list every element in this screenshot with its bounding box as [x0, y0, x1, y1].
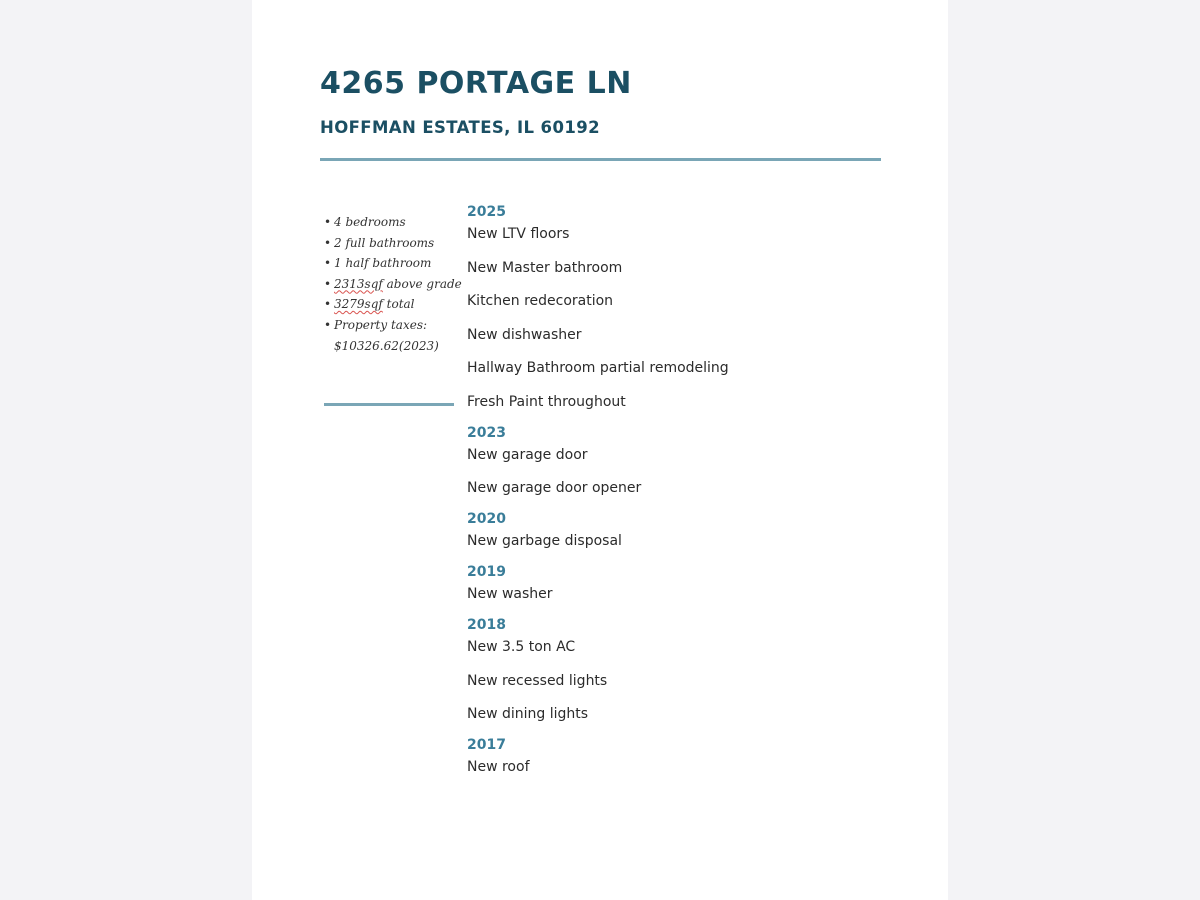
fact-bedrooms: • 4 bedrooms [324, 212, 464, 233]
property-address: 4265 PORTAGE LN [320, 66, 632, 101]
improvement-item: New dishwasher [467, 326, 582, 343]
fact-half-baths: • 1 half bathroom [324, 253, 464, 274]
year-heading: 2025 [467, 204, 506, 220]
facts-divider [324, 403, 454, 406]
fact-property-taxes [324, 315, 464, 357]
property-city-line: HOFFMAN ESTATES, IL 60192 [320, 118, 600, 137]
above-grade-value: 2313sqf [334, 276, 383, 291]
year-heading: 2023 [467, 424, 506, 441]
taxes-label: Property taxes: [334, 317, 428, 332]
year-group [467, 509, 867, 558]
taxes-list [324, 315, 464, 357]
fact-full-baths: • 2 full bathrooms [324, 233, 464, 254]
improvement-item: Fresh Paint throughout [467, 393, 626, 410]
header-divider [320, 158, 881, 161]
improvements-timeline [467, 202, 867, 788]
year-heading: 2017 [467, 737, 506, 753]
improvement-item: New garage door opener [467, 480, 642, 496]
taxes-value: $10326.62(2023) [334, 338, 439, 353]
improvement-item: New dining lights [467, 706, 589, 722]
facts-list [324, 212, 464, 315]
improvement-item: Kitchen redecoration [467, 293, 614, 309]
improvement-item: Hallway Bathroom partial remodeling [467, 360, 729, 376]
year-group [467, 423, 867, 506]
improvement-item: New garbage disposal [467, 533, 622, 549]
improvement-item: New roof [467, 759, 530, 775]
year-group [467, 562, 867, 611]
improvement-item: New Master bathroom [467, 259, 623, 276]
year-group [467, 735, 867, 784]
year-group [467, 615, 867, 731]
fact-above-grade [324, 274, 464, 295]
year-group [467, 202, 867, 419]
total-area-value: 3279sqf [334, 297, 383, 311]
fact-total-area [324, 294, 464, 315]
year-heading: 2019 [467, 564, 506, 580]
above-grade-suffix: above grade [382, 276, 462, 291]
year-heading: 2020 [467, 511, 506, 527]
improvement-item: New garage door [467, 446, 588, 463]
total-area-suffix: total [382, 297, 415, 311]
improvement-item: New washer [467, 586, 553, 602]
improvement-item: New recessed lights [467, 672, 608, 689]
year-heading: 2018 [467, 617, 506, 633]
document-page [252, 0, 948, 900]
improvement-item: New 3.5 ton AC [467, 639, 576, 655]
property-facts [324, 212, 464, 357]
improvement-item: New LTV floors [467, 226, 570, 242]
